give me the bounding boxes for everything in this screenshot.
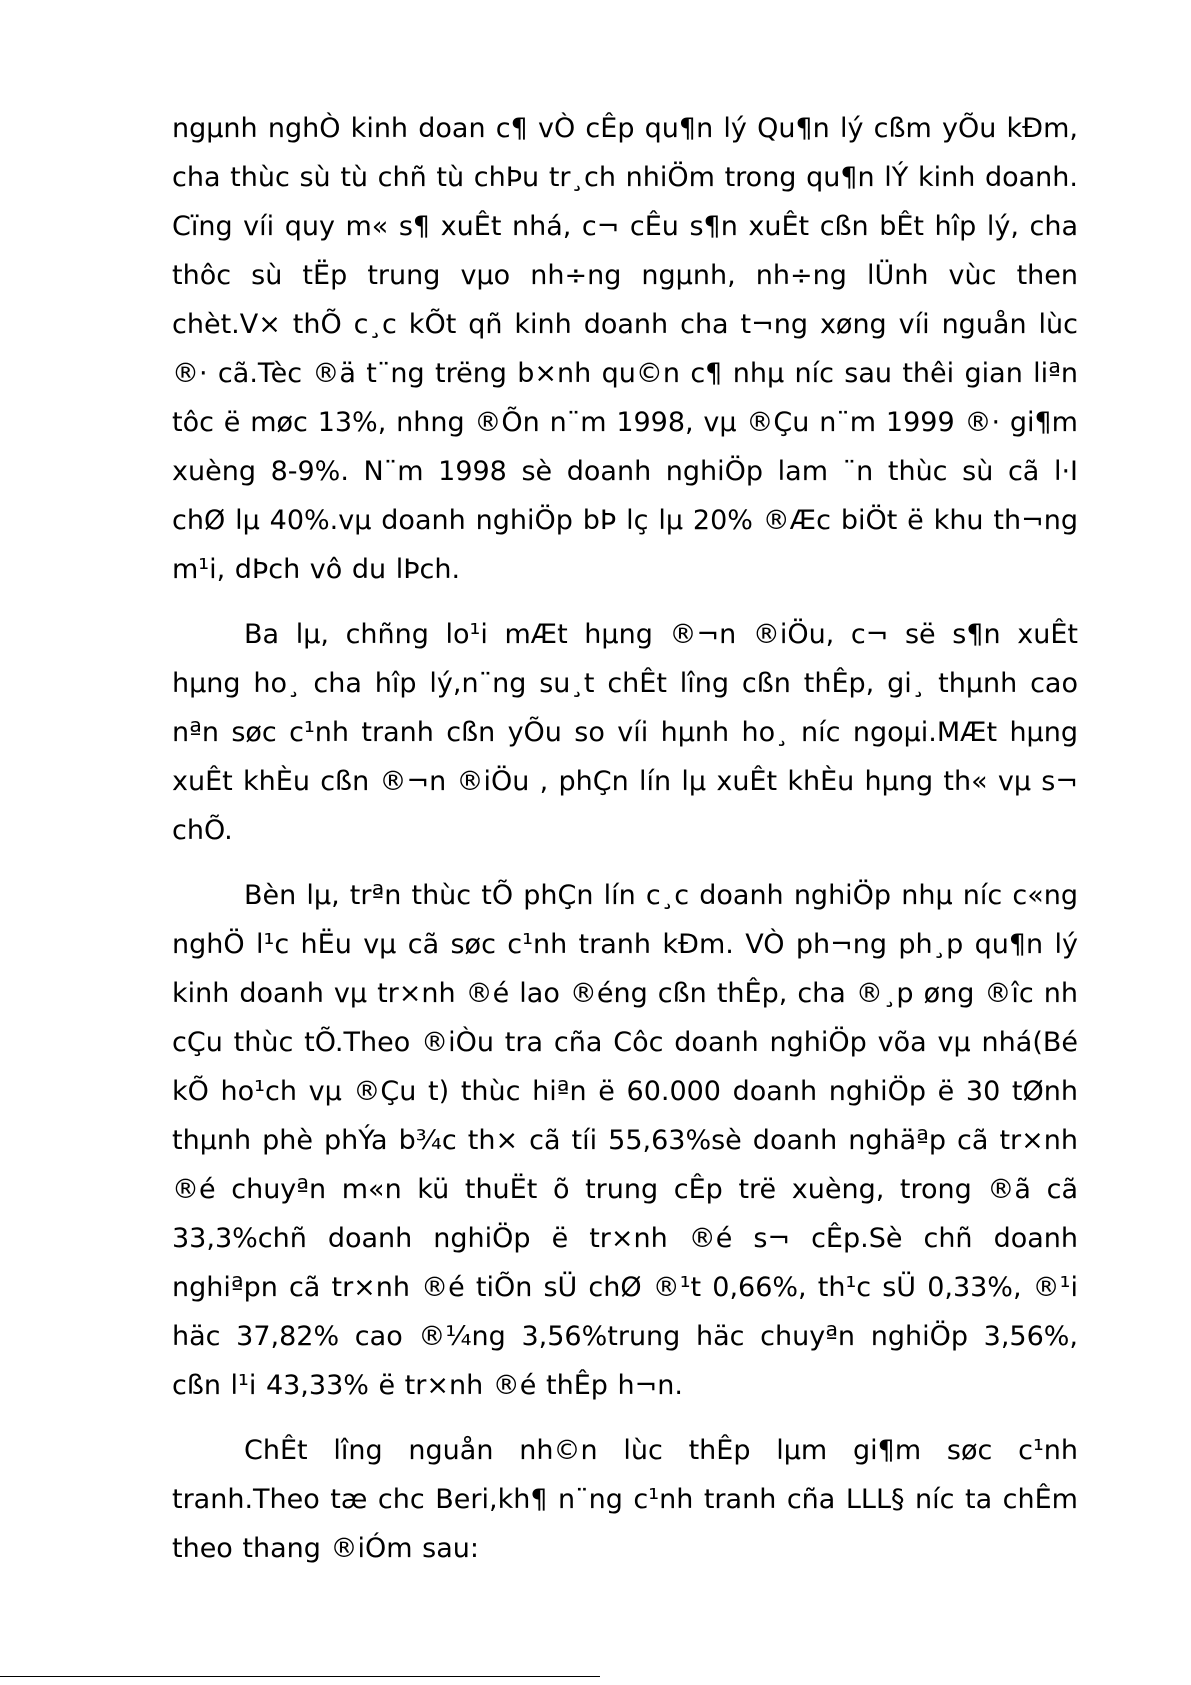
footnote-divider	[0, 1676, 600, 1677]
paragraph-4: ChÊt lîng nguån nh©n lùc thÊp lµm gi¶m søc c¹nh tranh.Theo tæ chc Beri,kh¶ n¨ng c¹nh tranh cña LLL§ níc ta chÊm theo thang ®iÓm sau:	[172, 1435, 1078, 1564]
document-body	[172, 104, 1078, 1573]
paragraph-3: Bèn lµ, trªn thùc tÕ phÇn lín c¸c doanh nghiÖp nhµ níc c«ng nghÖ l¹c hËu vµ cã søc c¹nh tranh kÐm. VÒ ph¬ng ph¸p qu¶n lý kinh doanh vµ tr×nh ®é lao ®éng cßn thÊp, cha ®¸p øng ®îc nh cÇu thùc tÕ.Theo ®iÒu tra cña Côc doanh nghiÖp võa vµ nhá(Bé kÕ ho¹ch vµ ®Çu t) thùc hiªn ë 60.000 doanh nghiÖp ë 30 tØnh thµnh phè phÝa b¾c th× cã tíi 55,63%sè doanh nghäªp cã tr×nh ®é chuyªn m«n kü thuËt õ trung cÊp trë xuèng, trong ®ã cã 33,3%chñ doanh nghiÖp ë tr×nh ®é s¬ cÊp.Sè chñ doanh nghiªpn cã tr×nh ®é tiÕn sÜ chØ ®¹t 0,66%, th¹c sÜ 0,33%, ®¹i häc 37,82% cao ®¼ng 3,56%trung häc chuyªn nghiÖp 3,56%, cßn l¹i 43,33% ë tr×nh ®é thÊp h¬n.	[172, 880, 1078, 1401]
paragraph-2: Ba lµ, chñng lo¹i mÆt hµng ®¬n ®iÖu, c¬ së s¶n xuÊt hµng ho¸ cha hîp lý,n¨ng su¸t chÊt lîng cßn thÊp, gi¸ thµnh cao nªn søc c¹nh tranh cßn yÕu so víi hµnh ho¸ níc ngoµi.MÆt hµng xuÊt khÈu cßn ®¬n ®iÖu , phÇn lín lµ xuÊt khÈu hµng th« vµ s¬ chÕ.	[172, 619, 1078, 846]
paragraph-1: ngµnh nghÒ kinh doan c¶ vÒ cÊp qu¶n lý Qu¶n lý cßm yÕu kÐm, cha thùc sù tù chñ tù chÞu tr¸ch nhiÖm trong qu¶n lÝ kinh doanh. Cïng víi quy m« s¶ xuÊt nhá, c¬ cÊu s¶n xuÊt cßn bÊt hîp lý, cha thôc sù tËp trung vµo nh÷ng ngµnh, nh÷ng lÜnh vùc then chèt.V× thÕ c¸c kÕt qñ kinh doanh cha t¬ng xøng víi nguån lùc ®· cã.Tèc ®ä t¨ng trëng b×nh qu©n c¶ nhµ níc sau thêi gian liªn tôc ë møc 13%, nhng ®Õn n¨m 1998, vµ ®Çu n¨m 1999 ®· gi¶m xuèng 8-9%. N¨m 1998 sè doanh nghiÖp lam ¨n thùc sù cã l·I chØ lµ 40%.vµ doanh nghiÖp bÞ lç lµ 20% ®Æc biÖt ë khu th¬ng m¹i, dÞch vô du lÞch.	[172, 113, 1078, 585]
